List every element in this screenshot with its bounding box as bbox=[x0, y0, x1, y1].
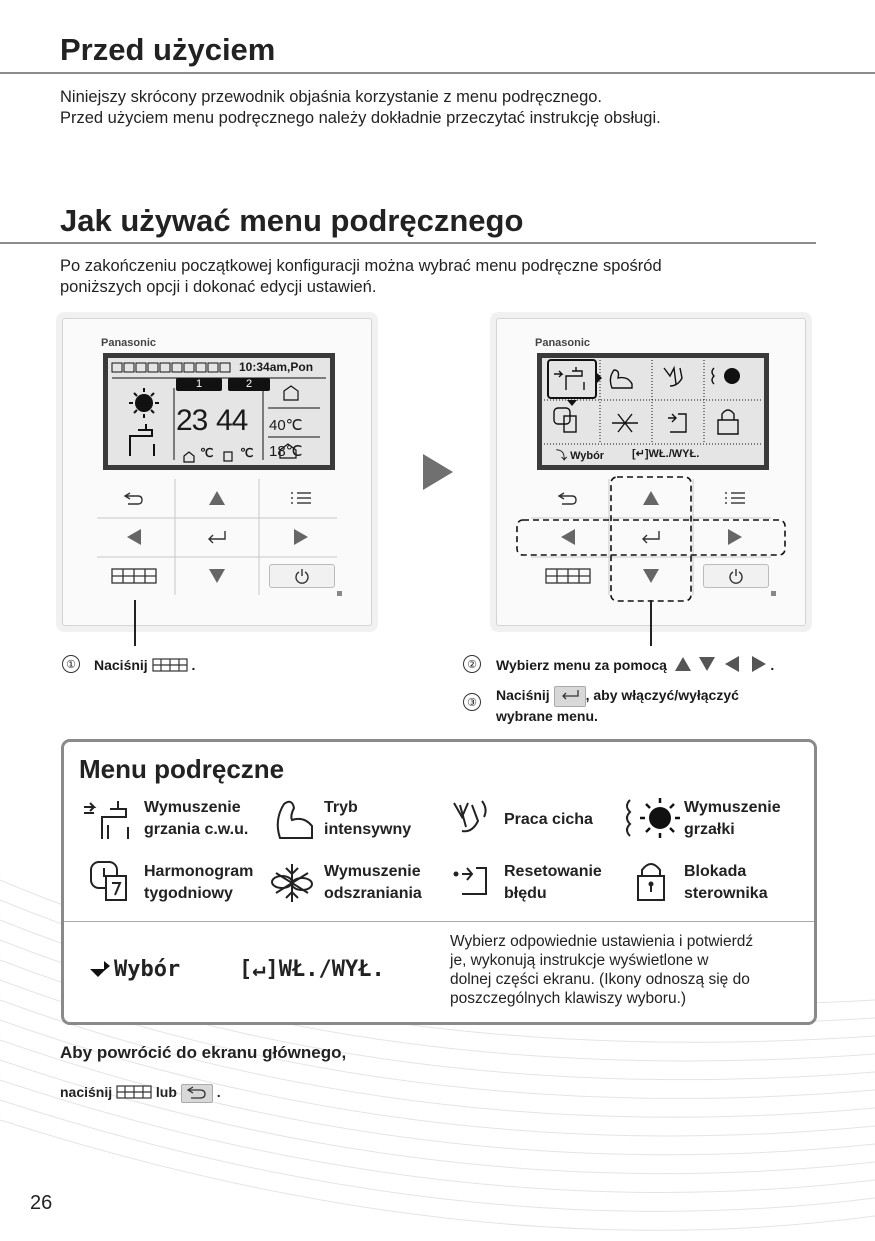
section-title-before-use: Przed użyciem bbox=[60, 32, 276, 67]
step-3-text: Naciśnij , aby włączyć/wyłączyć wybrane menu. bbox=[496, 687, 739, 724]
weekly-timer-icon bbox=[88, 859, 132, 903]
left-arrow-icon bbox=[561, 529, 575, 545]
unit-1: ℃ bbox=[200, 446, 214, 460]
right-button[interactable] bbox=[269, 522, 333, 552]
back-icon bbox=[556, 490, 580, 506]
how-to-line-1: Po zakończeniu początkowej konfiguracji można wybrać menu podręczne spośród bbox=[60, 257, 662, 275]
remote-controller-left bbox=[62, 318, 372, 626]
zone-1-badge: 1 bbox=[176, 378, 222, 391]
callout-line-1 bbox=[134, 600, 136, 646]
zone-1-temperature: 23 bbox=[176, 404, 208, 437]
unit-2: ℃ bbox=[240, 446, 254, 460]
up-button[interactable] bbox=[185, 483, 249, 513]
heater-icon bbox=[620, 794, 680, 842]
menu-note: Wybierz odpowiednie ustawienia i potwierdź je, wykonują instrukcje wyświetlone w dolnej części ekranu. (Ikony odnoszą się do poszczególnych klawiszy wyboru.) bbox=[450, 933, 754, 1007]
menu-button[interactable] bbox=[703, 483, 767, 513]
remote-controller-right bbox=[496, 318, 806, 626]
down-arrow-icon bbox=[643, 569, 659, 583]
back-key-icon bbox=[181, 1084, 213, 1103]
forced-dhw-icon bbox=[80, 797, 136, 841]
menu-button[interactable] bbox=[269, 483, 333, 513]
menu-item-forced-dhw[interactable]: Wymuszenie grzania c.w.u. bbox=[144, 799, 249, 838]
title-rule bbox=[0, 242, 816, 244]
right-arrow-icon bbox=[294, 529, 308, 545]
how-to-line-2: poniższych opcji i dokonać edycji ustawień. bbox=[60, 278, 377, 296]
zone-2-badge: 2 bbox=[228, 378, 270, 391]
enter-key-icon bbox=[554, 686, 586, 707]
step-1-text: Naciśnij . bbox=[94, 657, 196, 673]
down-button[interactable] bbox=[185, 561, 249, 591]
down-button[interactable] bbox=[619, 561, 683, 591]
onoff-legend: [↵]WŁ./WYŁ. bbox=[239, 957, 385, 982]
up-arrow-icon bbox=[209, 491, 225, 505]
brand-logo: Panasonic bbox=[101, 337, 157, 349]
up-arrow-icon bbox=[643, 491, 659, 505]
enter-icon bbox=[639, 529, 663, 545]
menu-list-icon bbox=[289, 490, 313, 506]
quick-menu-icon bbox=[544, 567, 592, 585]
title-rule bbox=[0, 72, 875, 74]
menu-item-lock[interactable]: Blokada sterownika bbox=[684, 863, 768, 902]
intro-line-1: Niniejszy skrócony przewodnik objaśnia korzystanie z menu podręcznego. bbox=[60, 88, 603, 106]
left-arrow-icon bbox=[127, 529, 141, 545]
menu-divider bbox=[64, 921, 814, 922]
right-button[interactable] bbox=[703, 522, 767, 552]
intro-text bbox=[60, 87, 661, 129]
error-reset-icon bbox=[450, 862, 494, 902]
screen-select-label: ⤵ Wybór bbox=[556, 450, 605, 462]
zone-2-temperature: 44 bbox=[216, 404, 248, 437]
page-number: 26 bbox=[30, 1192, 53, 1214]
next-arrow-icon bbox=[423, 454, 453, 490]
status-led bbox=[337, 591, 342, 596]
quick-menu-box bbox=[61, 739, 817, 1025]
power-button[interactable] bbox=[703, 564, 769, 588]
return-heading: Aby powrócić do ekranu głównego, bbox=[60, 1043, 347, 1062]
down-arrow-icon bbox=[209, 569, 225, 583]
water-set-temperature: 40℃ bbox=[269, 417, 303, 434]
right-arrow-icon bbox=[728, 529, 742, 545]
left-button[interactable] bbox=[103, 522, 165, 552]
defrost-icon bbox=[268, 860, 316, 906]
select-arrow-icon bbox=[88, 957, 114, 979]
menu-list-icon bbox=[723, 490, 747, 506]
status-led bbox=[771, 591, 776, 596]
quiet-icon bbox=[450, 797, 494, 841]
back-icon bbox=[122, 490, 146, 506]
menu-item-quiet[interactable]: Praca cicha bbox=[504, 811, 593, 828]
quick-menu-title: Menu podręczne bbox=[79, 754, 285, 784]
screen-onoff-label: [↵]WŁ./WYŁ. bbox=[632, 448, 700, 460]
left-arrow-icon bbox=[725, 656, 739, 672]
menu-item-weekly-timer[interactable]: Harmonogram tygodniowy bbox=[144, 863, 254, 902]
return-instructions: naciśnij lub . bbox=[60, 1084, 221, 1103]
quick-menu-button[interactable] bbox=[103, 561, 165, 591]
step-3-number: ③ bbox=[463, 693, 481, 711]
menu-item-error-reset[interactable]: Resetowanie błędu bbox=[504, 863, 602, 902]
menu-item-powerful[interactable]: Tryb intensywny bbox=[324, 799, 412, 838]
section-title-how-to: Jak używać menu podręcznego bbox=[60, 203, 524, 238]
menu-item-heater[interactable]: Wymuszenie grzałki bbox=[684, 799, 781, 838]
step-2-text: Wybierz menu za pomocą . bbox=[496, 657, 775, 673]
left-button[interactable] bbox=[537, 522, 599, 552]
callout-line-2 bbox=[650, 600, 652, 646]
outdoor-temperature: 18℃ bbox=[269, 443, 303, 460]
power-button[interactable] bbox=[269, 564, 335, 588]
power-icon bbox=[294, 568, 310, 584]
quick-menu-icon bbox=[110, 567, 158, 585]
menu-item-defrost[interactable]: Wymuszenie odszraniania bbox=[324, 863, 422, 902]
clock-display: 10:34am,Pon bbox=[239, 360, 314, 374]
quick-menu-button[interactable] bbox=[537, 561, 599, 591]
brand-logo: Panasonic bbox=[535, 337, 591, 349]
down-arrow-icon bbox=[699, 657, 715, 671]
lock-icon bbox=[634, 858, 668, 904]
up-button[interactable] bbox=[619, 483, 683, 513]
step-2-number: ② bbox=[463, 655, 481, 673]
back-button[interactable] bbox=[103, 483, 165, 513]
enter-button[interactable] bbox=[619, 522, 683, 552]
back-button[interactable] bbox=[537, 483, 599, 513]
how-to-text bbox=[60, 256, 662, 298]
quick-menu-icon bbox=[152, 658, 188, 672]
quick-menu-icon bbox=[116, 1085, 152, 1099]
right-arrow-icon bbox=[752, 656, 766, 672]
enter-button[interactable] bbox=[185, 522, 249, 552]
step-1-number: ① bbox=[62, 655, 80, 673]
enter-icon bbox=[205, 529, 229, 545]
intro-line-2: Przed użyciem menu podręcznego należy dokładnie przeczytać instrukcję obsługi. bbox=[60, 109, 661, 127]
up-arrow-icon bbox=[675, 657, 691, 671]
select-legend: Wybór bbox=[88, 957, 180, 982]
power-icon bbox=[728, 568, 744, 584]
powerful-icon bbox=[272, 794, 316, 842]
